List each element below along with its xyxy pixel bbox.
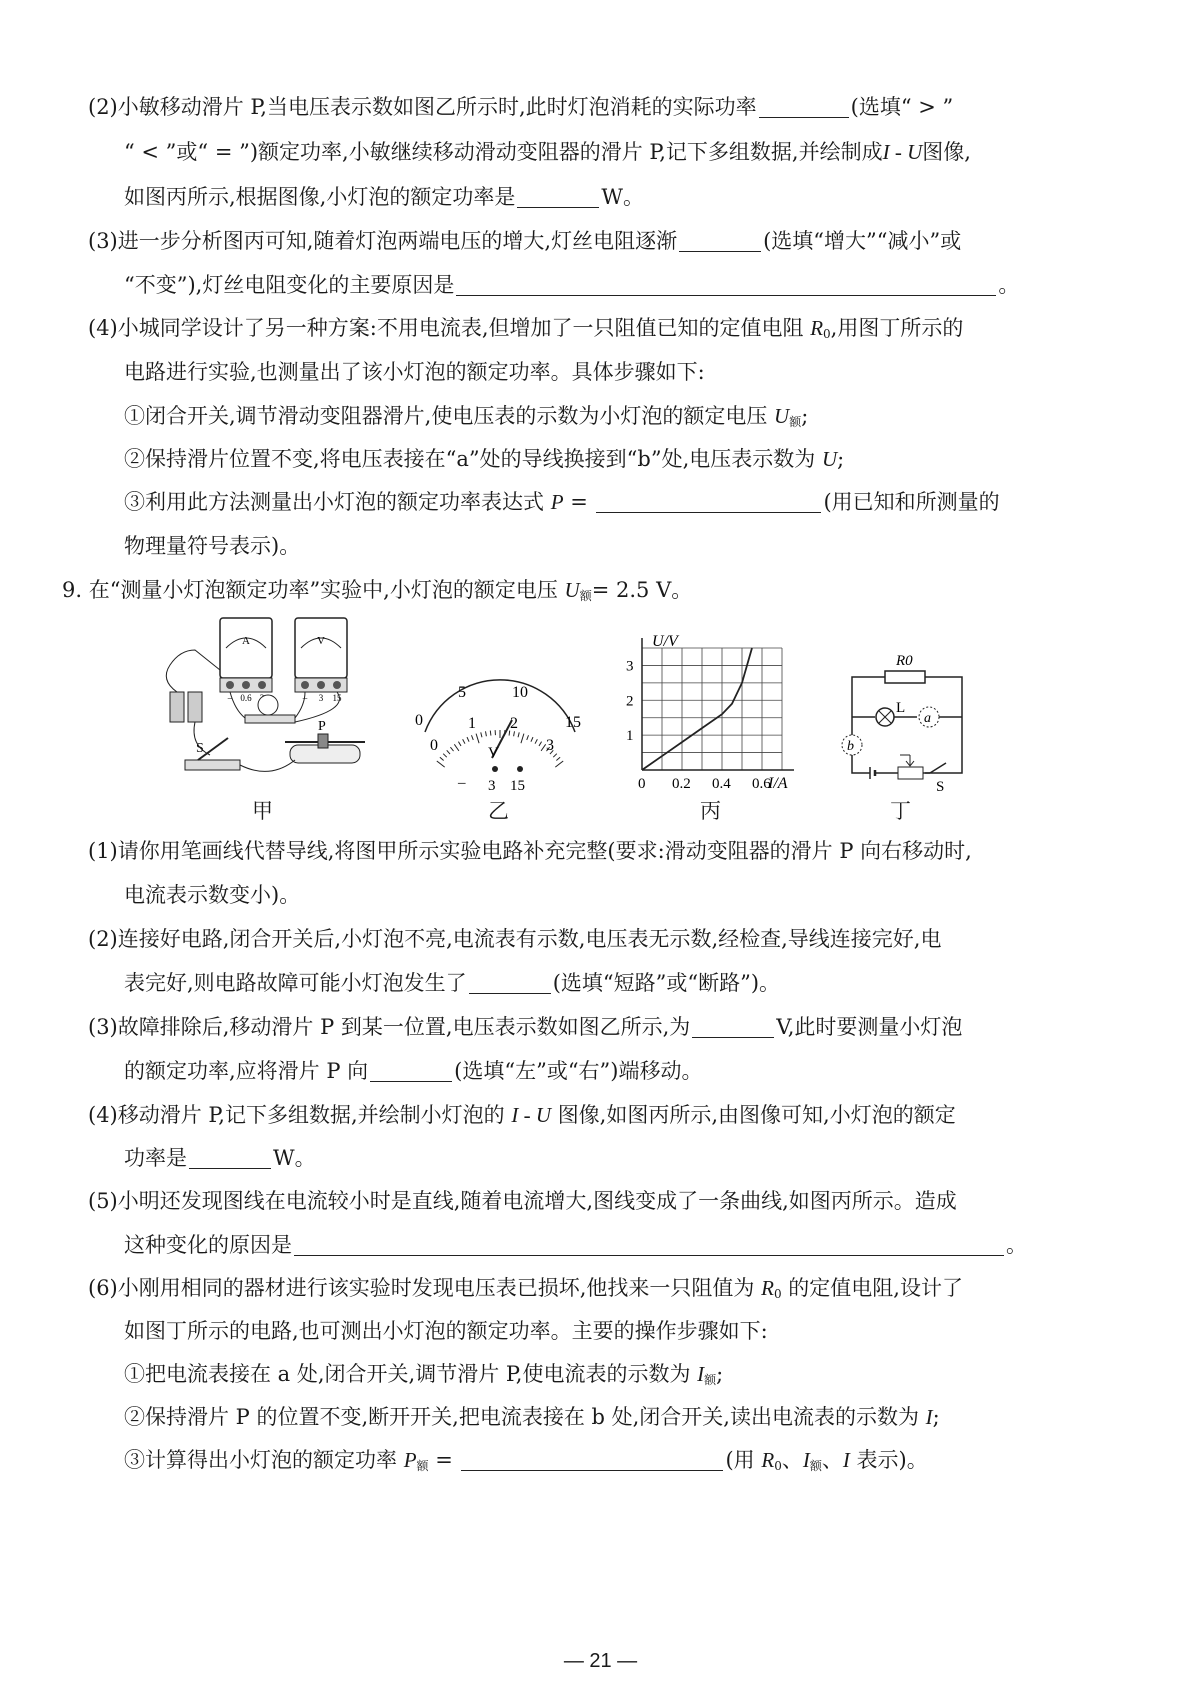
answer-blank[interactable]: [456, 273, 996, 296]
terminal-3: 3: [488, 778, 496, 794]
dial-lower-0: 0: [430, 737, 438, 754]
graph-grid: [642, 648, 782, 770]
dial-tick: [556, 757, 560, 760]
dial-tick: [486, 731, 487, 736]
answer-blank[interactable]: [759, 95, 849, 118]
dial-tick: [555, 761, 563, 767]
dial-lower-2: 2: [510, 715, 518, 732]
dial-tick: [527, 735, 529, 740]
rheostat-symbol: [898, 767, 923, 779]
q-prev-4-line1: (4)小城同学设计了另一种方案:不用电流表,但增加了一只阻值已知的定值电阻 $R_0$,用图丁所示的: [88, 316, 964, 341]
axis-lines: [642, 638, 794, 770]
q-prev-4-step1: ①闭合开关,调节滑动变阻器滑片,使电压表的示数为小灯泡的额定电压 $U_额$;: [124, 404, 809, 429]
answer-blank[interactable]: [469, 971, 551, 994]
q9-6-step3: ③计算得出小灯泡的额定功率 $P_额$ = (用 $R_0$、$I_额$、I 表示)。: [124, 1448, 928, 1473]
q9-5-line1: (5)小明还发现图线在电流较小时是直线,随着电流增大,图线变成了一条曲线,如图丙所示。造成: [88, 1189, 957, 1213]
voltmeter-terminal-3: 3: [318, 693, 324, 703]
figure-jia-caption: 甲: [252, 799, 273, 823]
svg-text:b: b: [847, 739, 854, 754]
terminal-neg: –: [458, 775, 466, 791]
figure-bing-caption: 丙: [700, 799, 721, 823]
q9-3-line2: 的额定功率,应将滑片 P 向 (选填“左”或“右”)端移动。: [124, 1059, 703, 1083]
ammeter-symbol: A: [242, 635, 250, 647]
figure-yi-caption: 乙: [488, 799, 509, 823]
dial-tick: [553, 754, 557, 758]
dial-tick: [476, 734, 479, 744]
q-prev-4-step3: ③利用此方法测量出小灯泡的额定功率表达式 P = (用已知和所测量的: [124, 490, 1000, 514]
answer-blank[interactable]: [692, 1015, 774, 1038]
q9-6-step2: ②保持滑片 P 的位置不变,断开开关,把电流表接在 b 处,闭合开关,读出电流表的示数为 I;: [124, 1405, 940, 1429]
dial-tick: [535, 739, 537, 743]
ammeter: [220, 618, 272, 703]
dial-tick: [467, 737, 469, 742]
answer-blank[interactable]: [461, 1448, 723, 1471]
dial-tick: [531, 737, 533, 742]
q9-2-line2: 表完好,则电路故障可能小灯泡发生了 (选填“短路”或“断路”)。: [124, 971, 781, 995]
q9-4-line2: 功率是 W。: [124, 1146, 316, 1170]
answer-blank[interactable]: [294, 1233, 1004, 1256]
ammeter-terminal-neg: –: [227, 693, 233, 703]
figure-jia-apparatus: [150, 610, 375, 795]
q9-6-line1: (6)小刚用相同的器材进行该实验时发现电压表已损坏,他找来一只阻值为 $R_0$ 的定值电阻,设计了: [88, 1276, 963, 1301]
dial-tick: [463, 739, 465, 743]
voltmeter-terminal-15: 15: [332, 693, 342, 703]
dial-unit: V: [488, 745, 499, 761]
dial-tick: [458, 742, 461, 746]
x-axis-label: I/A: [768, 775, 788, 792]
q-prev-2-line2: “ < ”或“ = ”)额定功率,小敏继续移动滑动变阻器的滑片 P,记下多组数据,并绘制成I - U图像,: [124, 140, 971, 164]
dial-lower-3: 3: [546, 737, 554, 754]
dial-tick: [440, 757, 444, 760]
dial-tick: [539, 742, 542, 746]
q-prev-4-step2: ②保持滑片位置不变,将电压表接在“a”处的导线换接到“b”处,电压表示数为 U;: [124, 447, 845, 471]
page-number: — 21 —: [563, 1650, 638, 1672]
q9-1-line2: 电流表示数变小)。: [124, 883, 301, 907]
dial-tick: [541, 744, 546, 751]
x-tick-label: 0.6: [752, 776, 771, 792]
dial-upper-5: 5: [458, 684, 466, 701]
voltmeter: [295, 618, 347, 703]
figure-yi-voltmeter-dial: [400, 670, 600, 795]
dial-upper-10: 10: [512, 684, 528, 701]
q9-6-line2: 如图丁所示的电路,也可测出小灯泡的额定功率。主要的操作步骤如下:: [124, 1319, 768, 1343]
svg-text:a: a: [924, 711, 931, 726]
answer-blank[interactable]: [517, 185, 599, 208]
dial-tick: [481, 732, 482, 737]
answer-blank[interactable]: [596, 490, 821, 513]
q-prev-3-line2: “不变”),灯丝电阻变化的主要原因是 。: [124, 273, 1020, 297]
dial-tick: [521, 734, 524, 744]
x-tick-label: 0: [638, 776, 646, 792]
x-tick-label: 0.4: [712, 776, 731, 792]
q9-heading: 9. 在“测量小灯泡额定功率”实验中,小灯泡的额定电压 $U_额= 2.5$ V。: [62, 578, 693, 603]
dial-tick: [454, 744, 459, 751]
dial-ticks: [437, 730, 563, 767]
q-prev-2-line3: 如图丙所示,根据图像,小灯泡的额定功率是 W。: [124, 185, 644, 209]
q9-2-line1: (2)连接好电路,闭合开关后,小灯泡不亮,电流表有示数,电压表无示数,经检查,导线连接完好,电: [88, 927, 942, 951]
dial-upper-15: 15: [565, 714, 581, 731]
graph-axes: [642, 638, 794, 770]
x-tick-label: 0.2: [672, 776, 691, 792]
dial-tick: [490, 731, 491, 736]
switch-symbol: [930, 763, 946, 773]
r0-resistor: [885, 671, 925, 683]
dial-tick: [514, 731, 515, 736]
y-tick-label: 1: [626, 728, 634, 745]
switch-label: S: [936, 779, 945, 795]
q-prev-4-line2: 电路进行实验,也测量出了该小灯泡的额定功率。具体步骤如下:: [124, 360, 705, 384]
q9-5-line2: 这种变化的原因是 。: [124, 1233, 1027, 1257]
terminal-15: 15: [510, 778, 525, 794]
ammeter-terminal-0-6: 0.6: [240, 693, 252, 703]
dial-tick: [450, 747, 453, 751]
lamp-bulb: [245, 695, 295, 723]
battery-pack: [170, 692, 202, 722]
dial-tick: [471, 735, 473, 740]
r0-label: R0: [896, 653, 913, 669]
dial-tick: [443, 754, 447, 758]
dial-tick: [437, 761, 445, 767]
q-prev-4-step3-cont: 物理量符号表示)。: [124, 534, 301, 558]
q9-4-line1: (4)移动滑片 P,记下多组数据,并绘制小灯泡的 I - U 图像,如图丙所示,由图像可知,小灯泡的额定: [88, 1103, 956, 1127]
answer-blank[interactable]: [679, 229, 761, 252]
slider-label: P: [318, 719, 326, 734]
answer-blank[interactable]: [370, 1059, 452, 1082]
voltmeter-symbol: V: [317, 635, 325, 647]
q9-3-line1: (3)故障排除后,移动滑片 P 到某一位置,电压表示数如图乙所示,为 V,此时要测量小灯泡: [88, 1015, 963, 1039]
dial-tick: [447, 750, 450, 754]
dial-lower-1: 1: [468, 715, 476, 732]
iu-curve: [642, 648, 752, 770]
dial-upper-0: 0: [415, 712, 423, 729]
answer-blank[interactable]: [189, 1146, 271, 1169]
y-axis-label: U/V: [652, 633, 678, 650]
dial-tick: [518, 732, 519, 737]
figure-ding-circuit: [830, 645, 980, 795]
figure-ding-caption: 丁: [890, 799, 911, 823]
q9-1-line1: (1)请你用笔画线代替导线,将图甲所示实验电路补充完整(要求:滑动变阻器的滑片 P 向右移动时,: [88, 839, 972, 863]
y-tick-label: 2: [626, 693, 634, 710]
switch-label: S: [196, 741, 204, 756]
figure-bing-iu-graph: [620, 630, 820, 800]
rheostat: [285, 719, 365, 763]
lamp-label: L: [896, 700, 906, 716]
q-prev-2-line1: (2)小敏移动滑片 P,当电压表示数如图乙所示时,此时灯泡消耗的实际功率 (选填“ > ”: [88, 95, 954, 119]
switch: [185, 738, 240, 770]
q-prev-3-line1: (3)进一步分析图丙可知,随着灯泡两端电压的增大,灯丝电阻逐渐 (选填“增大”“减小”或: [88, 229, 962, 253]
y-tick-label: 3: [626, 658, 634, 675]
voltmeter-terminal-neg: –: [302, 693, 308, 703]
q9-6-step1: ①把电流表接在 a 处,闭合开关,调节滑片 P,使电流表的示数为 $I_额$;: [124, 1362, 724, 1387]
